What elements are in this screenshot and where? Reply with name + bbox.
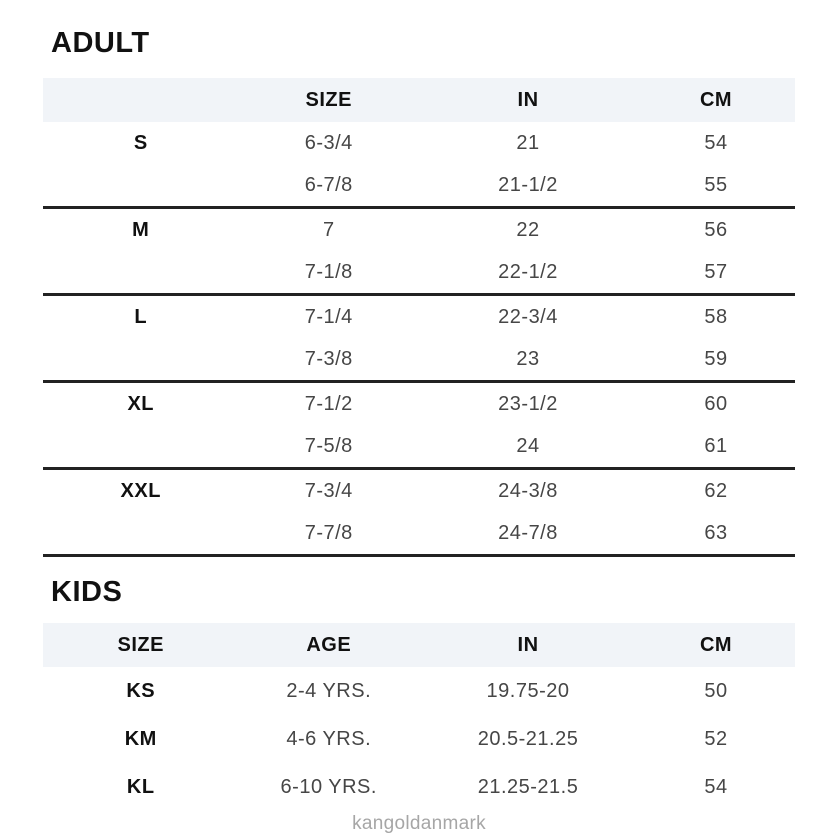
- inches-value: 21.25-21.5: [477, 775, 579, 798]
- adult-size-table: [43, 78, 795, 557]
- table-row: [43, 338, 795, 380]
- table-row: [43, 667, 795, 715]
- brand-watermark: kangoldanmark: [352, 813, 486, 834]
- kids-size-table: [43, 623, 795, 811]
- size-label: KL: [126, 775, 155, 798]
- cm-value: 60: [704, 392, 728, 415]
- inches-value: 23-1/2: [498, 392, 558, 415]
- table-row: [43, 296, 795, 338]
- table-row: [43, 715, 795, 763]
- table-row: [43, 512, 795, 554]
- kids-header-age: AGE: [306, 633, 352, 656]
- cm-value: 57: [704, 260, 728, 283]
- inches-value: 22-3/4: [498, 305, 558, 328]
- table-row: [43, 383, 795, 425]
- adult-group-s: [43, 122, 795, 209]
- inches-value: 21: [516, 131, 540, 154]
- inches-value: 24-7/8: [498, 521, 558, 544]
- adult-header-cm: CM: [699, 88, 733, 111]
- inches-value: 20.5-21.25: [477, 727, 579, 750]
- hat-size-value: 7-1/2: [304, 392, 353, 415]
- kids-table-header: [43, 623, 795, 667]
- age-value: 4-6 YRS.: [286, 727, 372, 750]
- table-row: [43, 164, 795, 206]
- inches-value: 24: [516, 434, 540, 457]
- adult-group-m: [43, 209, 795, 296]
- cm-value: 54: [704, 131, 728, 154]
- cm-value: 56: [704, 218, 728, 241]
- adult-header-size: SIZE: [305, 88, 352, 111]
- table-row: [43, 209, 795, 251]
- size-label: S: [133, 131, 148, 154]
- age-value: 2-4 YRS.: [286, 679, 372, 702]
- hat-size-value: 6-3/4: [304, 131, 353, 154]
- cm-value: 50: [704, 679, 728, 702]
- size-label: KM: [124, 727, 157, 750]
- inches-value: 24-3/8: [498, 479, 558, 502]
- hat-size-value: 7-7/8: [304, 521, 353, 544]
- size-label: XL: [127, 392, 155, 415]
- hat-size-value: 7-3/8: [304, 347, 353, 370]
- hat-size-value: 7-1/4: [304, 305, 353, 328]
- table-row: [43, 251, 795, 293]
- cm-value: 59: [704, 347, 728, 370]
- kids-header-cm: CM: [699, 633, 733, 656]
- kids-header-in: IN: [517, 633, 539, 656]
- adult-table-header: [43, 78, 795, 122]
- cm-value: 62: [704, 479, 728, 502]
- size-label: XXL: [120, 479, 161, 502]
- inches-value: 21-1/2: [498, 173, 558, 196]
- cm-value: 54: [704, 775, 728, 798]
- inches-value: 23: [516, 347, 540, 370]
- table-row: [43, 425, 795, 467]
- cm-value: 55: [704, 173, 728, 196]
- inches-value: 22: [516, 218, 540, 241]
- adult-section-title: ADULT: [51, 27, 150, 59]
- size-label: L: [134, 305, 148, 328]
- cm-value: 52: [704, 727, 728, 750]
- hat-size-value: 6-7/8: [304, 173, 353, 196]
- hat-size-value: 7-1/8: [304, 260, 353, 283]
- hat-size-value: 7-3/4: [304, 479, 353, 502]
- cm-value: 58: [704, 305, 728, 328]
- kids-section-title: KIDS: [51, 576, 123, 608]
- adult-group-xxl: [43, 470, 795, 557]
- adult-header-in: IN: [517, 88, 539, 111]
- size-label: KS: [126, 679, 156, 702]
- kids-header-size: SIZE: [117, 633, 164, 656]
- cm-value: 63: [704, 521, 728, 544]
- adult-group-l: [43, 296, 795, 383]
- cm-value: 61: [704, 434, 728, 457]
- table-row: [43, 763, 795, 811]
- table-row: [43, 470, 795, 512]
- hat-size-value: 7: [322, 218, 335, 241]
- inches-value: 19.75-20: [486, 679, 570, 702]
- age-value: 6-10 YRS.: [280, 775, 377, 798]
- size-label: M: [132, 218, 150, 241]
- table-row: [43, 122, 795, 164]
- adult-group-xl: [43, 383, 795, 470]
- hat-size-value: 7-5/8: [304, 434, 353, 457]
- inches-value: 22-1/2: [498, 260, 558, 283]
